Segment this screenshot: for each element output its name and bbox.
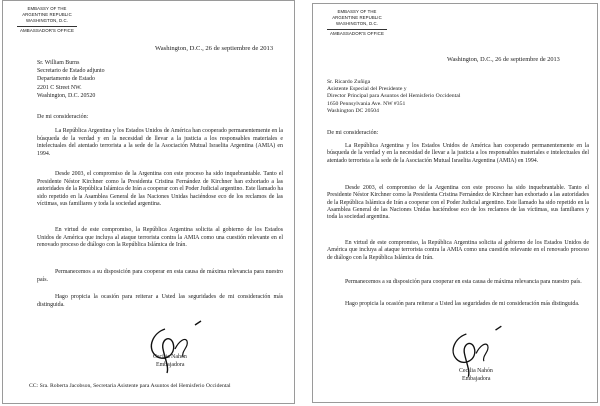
signer-title: Embajadora <box>462 375 491 382</box>
letterhead-line-2: ARGENTINE REPUBLIC <box>332 15 382 20</box>
paragraph-3: En virtud de este compromiso, la República Argentina solicita al gobierno de los Estados Unidos de América que incluya al ataque terrorista contra la AMIA como una cuestión relevante en el renovado proceso de diálogo con la República Islámica de Irán. <box>37 227 283 249</box>
letter-burns <box>2 0 295 404</box>
recipient-line: Asistente Especial del Presidente y <box>327 86 407 93</box>
letter-date: Washington, D.C., 26 de septiembre de 2013 <box>155 45 274 52</box>
letterhead-line-1: EMBASSY OF THE <box>27 6 67 11</box>
recipient-line: Washington DC 20504 <box>327 107 379 114</box>
letterhead-line-1: EMBASSY OF THE <box>337 9 377 14</box>
letterhead-divider <box>327 29 387 30</box>
letterhead-line-2: ARGENTINE REPUBLIC <box>22 12 72 17</box>
signer-name: Cecilia Nahón <box>459 368 493 374</box>
paragraph-1: La República Argentina y los Estados Unidos de América han cooperado permanentemente en la búsqueda de la verdad y en la necesidad de llevar a la justicia a los responsables materiales e intelectuales del atentado terrorista a la sede de la Asociación Mutual Israelita Argentina (AMIA) en 1994. <box>327 143 589 164</box>
recipient-line: Departamento de Estado <box>37 76 95 83</box>
paragraph-4: Permanecemos a su disposición para cooperar en esta causa de máxima relevancia para nuestro país. <box>345 279 582 285</box>
letterhead-line-3: WASHINGTON, D.C. <box>26 18 68 23</box>
recipient-address <box>37 59 105 100</box>
recipient-line: Sr. William Burns <box>37 60 80 66</box>
paragraph-2: Desde 2003, el compromiso de la Argentina con este proceso ha sido inquebrantable. Tanto el Presidente Néstor Kirchner como la Presidenta Cristina Fernández de Kirchner han exhortado a las autoridades de la República Islámica de Irán a cooperar con el Poder Judicial argentino. Este llamado ha sido repetido en la Asamblea General de las Naciones Unidas haciéndose eco de los reclamos de las víctimas, sus familiares y toda la sociedad argentina. <box>327 185 589 221</box>
greeting: De mi consideración: <box>327 130 379 136</box>
letterhead-office: AMBASSADOR'S OFFICE <box>330 31 384 36</box>
letter-date: Washington, D.C., 26 de septiembre de 2013 <box>447 56 560 63</box>
signer-block <box>153 354 187 369</box>
signer-title: Embajadora <box>156 361 185 368</box>
paragraph-5: Hago propicia la ocasión para reiterar a Usted las seguridades de mi consideración más distinguida. <box>345 301 580 307</box>
recipient-line: Director Principal para Asuntos del Hemisferio Occidental <box>327 93 461 100</box>
recipient-line: 2201 C Street NW. <box>37 84 82 91</box>
paragraph-3: En virtud de este compromiso, la República Argentina solicita al gobierno de los Estados Unidos de América que incluya al ataque terrorista contra la AMIA como una cuestión relevante en el renovado proceso de diálogo con la República Islámica de Irán. <box>327 240 589 261</box>
cc-line: CC: Sra. Roberta Jacobson, Secretaria Asistente para Asuntos del Hemisferio Occidental <box>29 383 231 389</box>
recipient-address <box>327 79 460 115</box>
letter-zuniga <box>312 3 598 403</box>
paragraph-2: Desde 2003, el compromiso de la Argentina con este proceso ha sido inquebrantable. Tanto el Presidente Néstor Kirchner como la Presidenta Cristina Fernández de Kirchner han exhortado a las autoridades de la República Islámica de Irán a cooperar con el Poder Judicial argentino. Este llamado ha sido repetido en la Asamblea General de las Naciones Unidas haciéndose eco de los reclamos de las víctimas, sus familiares y toda la sociedad argentina. <box>37 171 283 208</box>
embassy-letterhead <box>11 6 83 34</box>
paragraph-5: Hago propicia la ocasión para reiterar a Usted las seguridades de mi consideración más distinguida. <box>37 294 283 308</box>
letterhead-office: AMBASSADOR'S OFFICE <box>20 28 74 33</box>
embassy-letterhead <box>321 9 393 37</box>
greeting: De mi consideración: <box>37 114 89 120</box>
signer-name: Cecilia Nahón <box>153 354 187 360</box>
recipient-line: Secretario de Estado adjunto <box>37 68 105 75</box>
signer-block <box>459 368 493 383</box>
paragraph-4: Permanecemos a su disposición para cooperar en esta causa de máxima relevancia para nuestro país. <box>37 269 283 283</box>
recipient-line: 1650 Pennsylvania Ave. NW #351 <box>327 100 406 107</box>
recipient-line: Washington, D.C. 20520 <box>37 92 96 99</box>
letterhead-line-3: WASHINGTON, D.C. <box>336 21 378 26</box>
recipient-line: Sr. Ricardo Zuñiga <box>327 79 371 85</box>
letterhead-divider <box>17 26 77 27</box>
paragraph-1: La República Argentina y los Estados Unidos de América han cooperado permanentemente en la búsqueda de la verdad y en la necesidad de llevar a la justicia a los responsables materiales e intelectuales del atentado terrorista a la sede de la Asociación Mutual Israelita Argentina (AMIA) en 1994. <box>37 128 283 157</box>
